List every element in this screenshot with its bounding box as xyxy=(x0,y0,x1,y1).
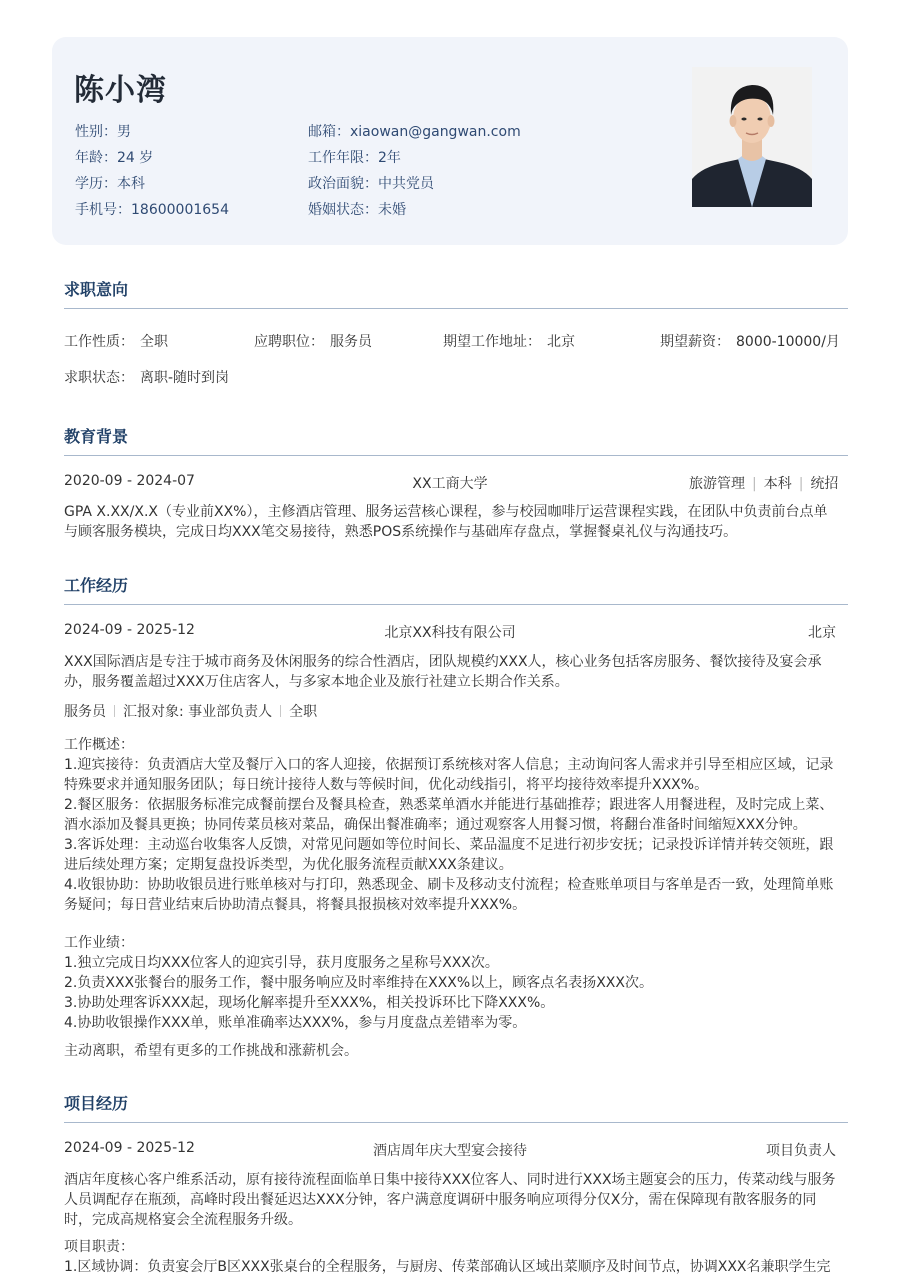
age-label: 年龄： xyxy=(75,150,117,166)
achievement-item: 1.独立完成日均XXX位客人的迎宾引导，获月度服务之星称号XXX次。 xyxy=(64,955,499,971)
work-section-title: 工作经历 xyxy=(64,576,129,595)
intent-salary xyxy=(660,331,840,351)
marital-row xyxy=(308,199,406,219)
marital-label: 婚姻状态： xyxy=(308,202,378,218)
intent-status-label: 求职状态： xyxy=(64,370,134,386)
work-report: 汇报对象: 事业部负责人 xyxy=(123,704,273,720)
work-years-value: 2年 xyxy=(378,150,401,166)
intent-status-value: 离职-随时到岗 xyxy=(140,370,230,386)
project-role: 项目负责人 xyxy=(766,1143,836,1159)
project-name: 酒店周年庆大型宴会接待 xyxy=(373,1143,527,1159)
work-years-row xyxy=(308,147,401,167)
work-overview xyxy=(64,735,839,915)
email-value: xiaowan@gangwan.com xyxy=(350,124,521,140)
intent-location-label: 期望工作地址： xyxy=(443,334,541,350)
duty-item: 1.区域协调：负责宴会厅B区XXX张桌台的全程服务，与厨房、传菜部确认区域出菜顺序及时间节点，协调XXX名兼职学生完 xyxy=(64,1259,831,1275)
overview-item: 4.收银协助：协助收银员进行账单核对与打印，熟悉现金、刷卡及移动支付流程；检查账单项目与客单是否一致，处理简单账务疑问；每日营业结束后协助清点餐具，将餐具报损核对效率提升XXX%。 xyxy=(64,877,834,913)
marital-value: 未婚 xyxy=(378,202,406,218)
work-tags xyxy=(64,701,317,721)
intent-status xyxy=(64,367,229,387)
tag-divider xyxy=(114,705,115,717)
education-period: 2020-09 - 2024-07 xyxy=(64,473,195,489)
education-divider xyxy=(64,455,848,456)
gender-row xyxy=(75,121,131,141)
work-company: 北京XX科技有限公司 xyxy=(384,625,516,641)
education-value: 本科 xyxy=(117,176,145,192)
intent-type-value: 全职 xyxy=(140,334,168,350)
overview-item: 2.餐区服务：依据服务标准完成餐前摆台及餐具检查，熟悉菜单酒水并能进行基础推荐；跟进客人用餐进程，及时完成上菜、酒水添加及餐具更换；协同传菜员核对菜品，确保出餐准确率；通过观察客人用餐习惯，将翻台准备时间缩短XXX分钟。 xyxy=(64,797,834,833)
education-label: 学历： xyxy=(75,176,117,192)
achievement-label: 工作业绩： xyxy=(64,935,134,951)
education-school: XX工商大学 xyxy=(412,476,488,492)
portrait-image xyxy=(692,67,812,207)
work-role: 服务员 xyxy=(64,704,106,720)
achievement-item: 3.协助处理客诉XXX起，现场化解率提升至XXX%，相关投诉环比下降XXX%。 xyxy=(64,995,555,1011)
project-section-title: 项目经历 xyxy=(64,1094,129,1113)
overview-item: 3.客诉处理：主动巡台收集客人反馈，对常见问题如等位时间长、菜品温度不足进行初步安抚；记录投诉详情并转交领班，跟进后续处理方案；定期复盘投诉类型，为优化服务流程贡献XXX条建议。 xyxy=(64,837,834,873)
achievement-item: 2.负责XXX张餐台的服务工作，餐中服务响应及时率维持在XXX%以上，顾客点名表扬XXX次。 xyxy=(64,975,653,991)
work-job-type: 全职 xyxy=(289,704,318,720)
phone-label: 手机号： xyxy=(75,202,131,218)
project-duties xyxy=(64,1237,839,1277)
intent-location-value: 北京 xyxy=(547,334,575,350)
achievement-item: 4.协助收银操作XXX单，账单准确率达XXX%，参与月度盘点差错率为零。 xyxy=(64,1015,527,1031)
intent-salary-label: 期望薪资： xyxy=(660,334,730,350)
work-period: 2024-09 - 2025-12 xyxy=(64,622,195,638)
meta-separator: | xyxy=(752,476,757,492)
intent-salary-value: 8000-10000/月 xyxy=(736,334,840,350)
political-row xyxy=(308,173,434,193)
gender-value: 男 xyxy=(117,124,131,140)
age-value: 24 岁 xyxy=(117,150,154,166)
leave-reason: 主动离职，希望有更多的工作挑战和涨薪机会。 xyxy=(64,1043,358,1059)
age-row xyxy=(75,147,153,167)
work-achievements xyxy=(64,933,839,1033)
profile-card xyxy=(52,37,848,245)
political-label: 政治面貌： xyxy=(308,176,378,192)
project-divider xyxy=(64,1122,848,1123)
overview-label: 工作概述： xyxy=(64,737,134,753)
intent-position xyxy=(254,331,372,351)
education-row xyxy=(75,173,145,193)
email-row xyxy=(308,121,521,141)
intent-position-value: 服务员 xyxy=(330,334,372,350)
intent-type xyxy=(64,331,168,351)
work-divider xyxy=(64,604,848,605)
tag-divider xyxy=(280,705,281,717)
meta-separator: | xyxy=(798,476,804,492)
phone-row xyxy=(75,199,229,219)
education-major: 旅游管理 xyxy=(689,476,745,492)
gender-label: 性别： xyxy=(75,124,117,140)
project-description: 酒店年度核心客户维系活动，原有接待流程面临单日集中接待XXX位客人、同时进行XXX场主题宴会的压力，传菜动线与服务人员调配存在瓶颈，高峰时段出餐延迟达XXX分钟，客户满意度调研中服务响应项得分仅X分，需在保障现有散客服务的同时，完成高规格宴会全流程服务升级。 xyxy=(64,1172,836,1228)
intent-type-label: 工作性质： xyxy=(64,334,134,350)
project-period: 2024-09 - 2025-12 xyxy=(64,1140,195,1156)
company-description: XXX国际酒店是专注于城市商务及休闲服务的综合性酒店，团队规模约XXX人，核心业务包括客房服务、餐饮接待及宴会承办，服务覆盖超过XXX万住店客人，与多家本地企业及旅行社建立长期合作关系。 xyxy=(64,654,822,690)
education-degree: 本科 xyxy=(763,476,792,492)
education-enroll: 统招 xyxy=(810,476,839,492)
intent-position-label: 应聘职位： xyxy=(254,334,324,350)
duty-label: 项目职责： xyxy=(64,1239,134,1255)
candidate-name: 陈小湾 xyxy=(74,73,167,108)
phone-value: 18600001654 xyxy=(131,202,229,218)
email-label: 邮箱： xyxy=(308,124,350,140)
education-description: GPA X.XX/X.X（专业前XX%），主修酒店管理、服务运营核心课程，参与校园咖啡厅运营课程实践，在团队中负责前台点单与顾客服务模块，完成日均XXX笔交易接待，熟悉POS系统操作与基础库存盘点，掌握餐桌礼仪与沟通技巧。 xyxy=(64,504,828,540)
intent-location xyxy=(443,331,575,351)
work-years-label: 工作年限： xyxy=(308,150,378,166)
political-value: 中共党员 xyxy=(378,176,434,192)
profile-photo xyxy=(692,67,812,207)
education-section-title: 教育背景 xyxy=(64,427,129,446)
overview-item: 1.迎宾接待：负责酒店大堂及餐厅入口的客人迎接，依据预订系统核对客人信息；主动询问客人需求并引导至相应区域，记录特殊要求并通知服务团队；每日统计接待人数与等候时间，优化动线指引，将平均接待效率提升XXX%。 xyxy=(64,757,834,793)
work-city: 北京 xyxy=(808,625,836,641)
education-meta xyxy=(689,473,838,493)
intent-divider xyxy=(64,308,848,309)
intent-section-title: 求职意向 xyxy=(64,280,129,299)
